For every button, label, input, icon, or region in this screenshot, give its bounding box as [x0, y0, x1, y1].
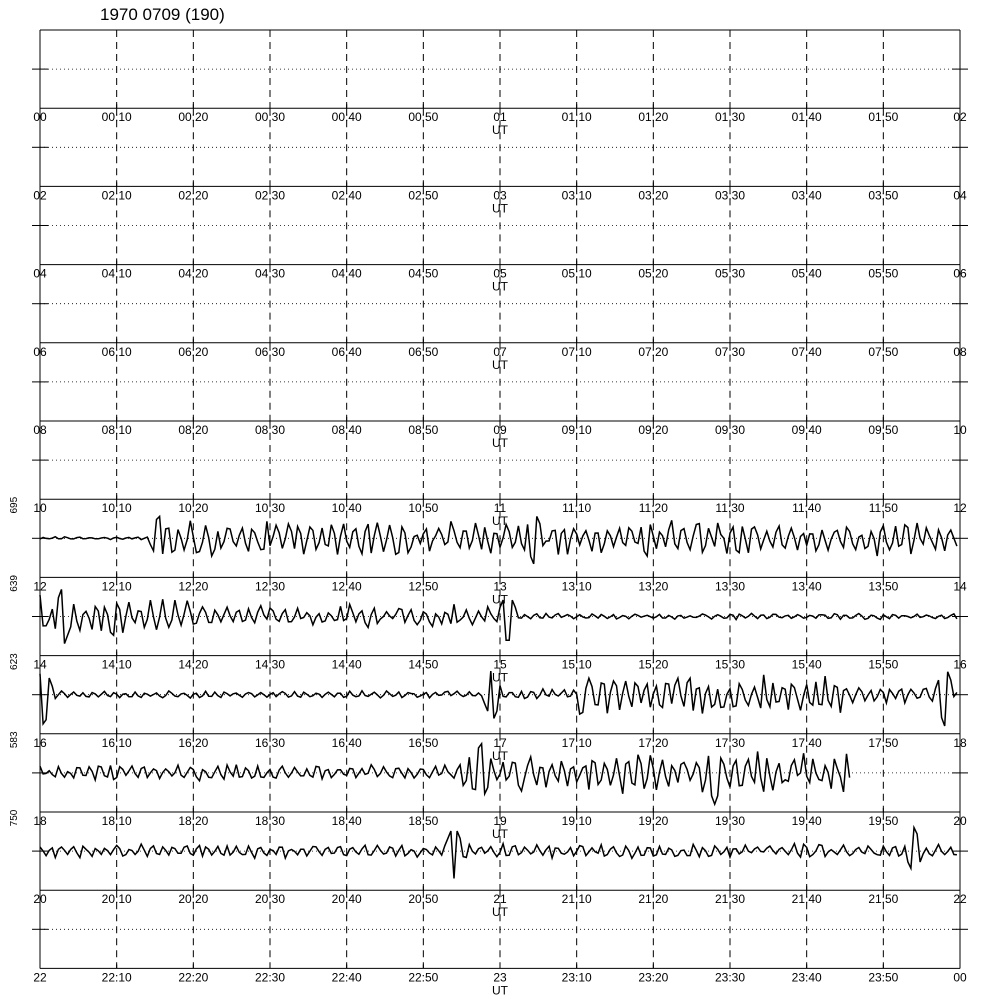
tick-label: 15:10: [561, 657, 592, 672]
tick-label: 20: [953, 814, 967, 828]
tick-label: 14:50: [408, 657, 439, 672]
tick-label: 09:50: [868, 423, 899, 437]
tick-label: 14: [953, 579, 967, 594]
tick-label: 12:30: [254, 579, 286, 594]
tick-label: 19: [493, 814, 507, 828]
panels-group: [9, 30, 968, 997]
axis-unit-label: UT: [492, 983, 508, 998]
tick-label: 06:40: [331, 344, 362, 359]
tick-label: 19:40: [791, 814, 822, 828]
tick-label: 12:50: [408, 579, 439, 594]
tick-label: 20:30: [254, 892, 286, 907]
tick-label: 11: [493, 501, 507, 516]
tick-label: 05:30: [714, 266, 746, 281]
tick-label: 00:40: [331, 110, 362, 125]
tick-label: 01:50: [868, 110, 899, 125]
tick-label: 18:20: [178, 814, 209, 828]
tick-label: 16: [33, 735, 47, 750]
tick-label: 08:40: [331, 423, 362, 437]
tick-label: 04:50: [408, 266, 439, 281]
tick-label: 01:20: [638, 110, 669, 125]
axis-unit-label: UT: [492, 670, 508, 685]
tick-label: 00:10: [101, 110, 132, 125]
tick-label: 10:30: [254, 501, 286, 516]
tick-label: 03: [493, 188, 507, 203]
tick-label: 16:30: [254, 735, 286, 750]
tick-label: 16:50: [408, 735, 439, 750]
tick-label: 00: [33, 110, 47, 125]
tick-label: 21:10: [561, 892, 592, 907]
tick-label: 00:20: [178, 110, 209, 125]
tick-label: 09:30: [714, 423, 746, 437]
tick-label: 17:50: [868, 735, 899, 750]
tick-label: 10:20: [178, 501, 209, 516]
tick-label: 19:20: [638, 814, 669, 828]
tick-label: 02:50: [408, 188, 439, 203]
tick-label: 21:40: [791, 892, 822, 907]
tick-label: 22:50: [408, 970, 439, 985]
tick-label: 07:50: [868, 344, 899, 359]
tick-label: 23:50: [868, 970, 899, 985]
tick-label: 22:30: [254, 970, 286, 985]
tick-label: 09:10: [561, 423, 592, 437]
tick-label: 13:30: [714, 579, 746, 594]
tick-label: 08:50: [408, 423, 439, 437]
chart-title: 1970 0709 (190): [100, 5, 225, 24]
tick-label: 23: [493, 970, 507, 985]
tick-label: 06: [953, 266, 967, 281]
tick-label: 05:40: [791, 266, 822, 281]
tick-label: 06:20: [178, 344, 209, 359]
tick-label: 16:10: [101, 735, 132, 750]
tick-label: 17:20: [638, 735, 669, 750]
tick-label: 20:40: [331, 892, 362, 907]
tick-label: 22:10: [101, 970, 132, 985]
tick-label: 08: [953, 344, 967, 359]
tick-label: 02:10: [101, 188, 132, 203]
tick-label: 17:30: [714, 735, 746, 750]
tick-label: 00: [953, 970, 967, 985]
tick-label: 15: [493, 657, 507, 672]
tick-label: 18: [953, 735, 967, 750]
tick-label: 09:20: [638, 423, 669, 437]
tick-label: 19:10: [561, 814, 592, 828]
tick-label: 02:40: [331, 188, 362, 203]
axis-unit-label: UT: [492, 827, 508, 841]
trace-line: [40, 744, 850, 805]
tick-label: 18:10: [101, 814, 132, 828]
tick-label: 13:50: [868, 579, 899, 594]
tick-label: 10: [953, 423, 967, 437]
axis-unit-label: UT: [492, 592, 508, 607]
tick-label: 07:20: [638, 344, 669, 359]
tick-label: 21:30: [714, 892, 746, 907]
tick-label: 05: [493, 266, 507, 281]
tick-label: 12: [33, 579, 47, 594]
tick-label: 10: [33, 501, 47, 516]
tick-label: 03:40: [791, 188, 822, 203]
tick-label: 03:50: [868, 188, 899, 203]
tick-label: 15:50: [868, 657, 899, 672]
tick-label: 13:40: [791, 579, 822, 594]
tick-label: 08:10: [101, 423, 132, 437]
panel-8: [9, 653, 968, 763]
tick-label: 18:40: [331, 814, 362, 828]
panel-11: [32, 890, 968, 997]
axis-unit-label: UT: [492, 357, 508, 372]
tick-label: 10:10: [101, 501, 132, 516]
axis-unit-label: UT: [492, 436, 508, 450]
tick-label: 04:30: [254, 266, 286, 281]
tick-label: 06:50: [408, 344, 439, 359]
tick-label: 10:50: [408, 501, 439, 516]
axis-unit-label: UT: [492, 123, 508, 138]
tick-label: 15:30: [714, 657, 746, 672]
tick-label: 08: [33, 423, 47, 437]
tick-label: 02:20: [178, 188, 209, 203]
tick-label: 02: [953, 110, 967, 125]
axis-unit-label: UT: [492, 201, 508, 216]
tick-label: 01: [493, 110, 507, 125]
tick-label: 21:50: [868, 892, 899, 907]
tick-label: 06:10: [101, 344, 132, 359]
tick-label: 21: [493, 892, 507, 907]
tick-label: 02: [33, 188, 47, 203]
tick-label: 00:30: [254, 110, 286, 125]
panel-10: [9, 809, 968, 919]
tick-label: 07:40: [791, 344, 822, 359]
panel-9: [9, 731, 968, 841]
tick-label: 20:50: [408, 892, 439, 907]
axis-unit-label: UT: [492, 905, 508, 920]
tick-label: 16:20: [178, 735, 209, 750]
tick-label: 18:50: [408, 814, 439, 828]
tick-label: 01:10: [561, 110, 592, 125]
tick-label: 18: [33, 814, 47, 828]
tick-label: 21:20: [638, 892, 669, 907]
tick-label: 17: [493, 735, 507, 750]
tick-label: 04: [953, 188, 967, 203]
panel-baseline-label: 639: [9, 575, 20, 592]
panel-6: [9, 496, 968, 606]
tick-label: 14: [33, 657, 47, 672]
tick-label: 05:20: [638, 266, 669, 281]
tick-label: 12: [953, 501, 967, 516]
panel-7: [9, 575, 968, 685]
tick-label: 23:40: [791, 970, 822, 985]
tick-label: 11:40: [792, 501, 822, 516]
tick-label: 12:40: [331, 579, 362, 594]
tick-label: 16:40: [331, 735, 362, 750]
tick-label: 07:10: [561, 344, 592, 359]
panel-baseline-label: 623: [9, 653, 20, 670]
tick-label: 09: [493, 423, 507, 437]
tick-label: 15:40: [791, 657, 822, 672]
tick-label: 00:50: [408, 110, 439, 125]
tick-label: 23:30: [714, 970, 746, 985]
tick-label: 18:30: [254, 814, 286, 828]
tick-label: 22: [953, 892, 967, 907]
tick-label: 05:10: [561, 266, 592, 281]
tick-label: 04:20: [178, 266, 209, 281]
tick-label: 03:30: [714, 188, 746, 203]
tick-label: 08:30: [254, 423, 286, 437]
tick-label: 12:10: [101, 579, 132, 594]
axis-unit-label: UT: [492, 748, 508, 763]
tick-label: 06: [33, 344, 47, 359]
tick-label: 09:40: [791, 423, 822, 437]
tick-label: 01:40: [791, 110, 822, 125]
tick-label: 19:50: [868, 814, 899, 828]
tick-label: 07:30: [714, 344, 746, 359]
tick-label: 11:30: [715, 501, 745, 516]
tick-label: 22: [33, 970, 47, 985]
tick-label: 04:40: [331, 266, 362, 281]
tick-label: 04: [33, 266, 47, 281]
tick-label: 20:10: [101, 892, 132, 907]
tick-label: 16: [953, 657, 967, 672]
tick-label: 11:50: [868, 501, 898, 516]
tick-label: 02:30: [254, 188, 286, 203]
tick-label: 07: [493, 344, 507, 359]
tick-label: 23:20: [638, 970, 669, 985]
panel-baseline-label: 695: [9, 496, 20, 514]
tick-label: 11:10: [562, 501, 592, 516]
tick-label: 04:10: [101, 266, 132, 281]
tick-label: 10:40: [331, 501, 362, 516]
tick-label: 13:20: [638, 579, 669, 594]
tick-label: 14:30: [254, 657, 286, 672]
tick-label: 13:10: [561, 579, 592, 594]
tick-label: 14:40: [331, 657, 362, 672]
axis-unit-label: UT: [492, 279, 508, 294]
tick-label: 06:30: [254, 344, 286, 359]
tick-label: 15:20: [638, 657, 669, 672]
tick-label: 23:10: [561, 970, 592, 985]
panel-baseline-label: 750: [9, 809, 20, 827]
tick-label: 14:20: [178, 657, 209, 672]
panel-baseline-label: 583: [9, 731, 20, 749]
tick-label: 01:30: [714, 110, 746, 125]
tick-label: 17:10: [561, 735, 592, 750]
tick-label: 05:50: [868, 266, 899, 281]
tick-label: 17:40: [791, 735, 822, 750]
tick-label: 20:20: [178, 892, 209, 907]
tick-label: 03:20: [638, 188, 669, 203]
tick-label: 08:20: [178, 423, 209, 437]
tick-label: 22:20: [178, 970, 209, 985]
tick-label: 13: [493, 579, 507, 594]
axis-unit-label: UT: [492, 514, 508, 529]
tick-label: 22:40: [331, 970, 362, 985]
tick-label: 19:30: [714, 814, 746, 828]
tick-label: 03:10: [561, 188, 592, 203]
tick-label: 14:10: [101, 657, 132, 672]
tick-label: 11:20: [638, 501, 668, 516]
tick-label: 20: [33, 892, 47, 907]
tick-label: 12:20: [178, 579, 209, 594]
